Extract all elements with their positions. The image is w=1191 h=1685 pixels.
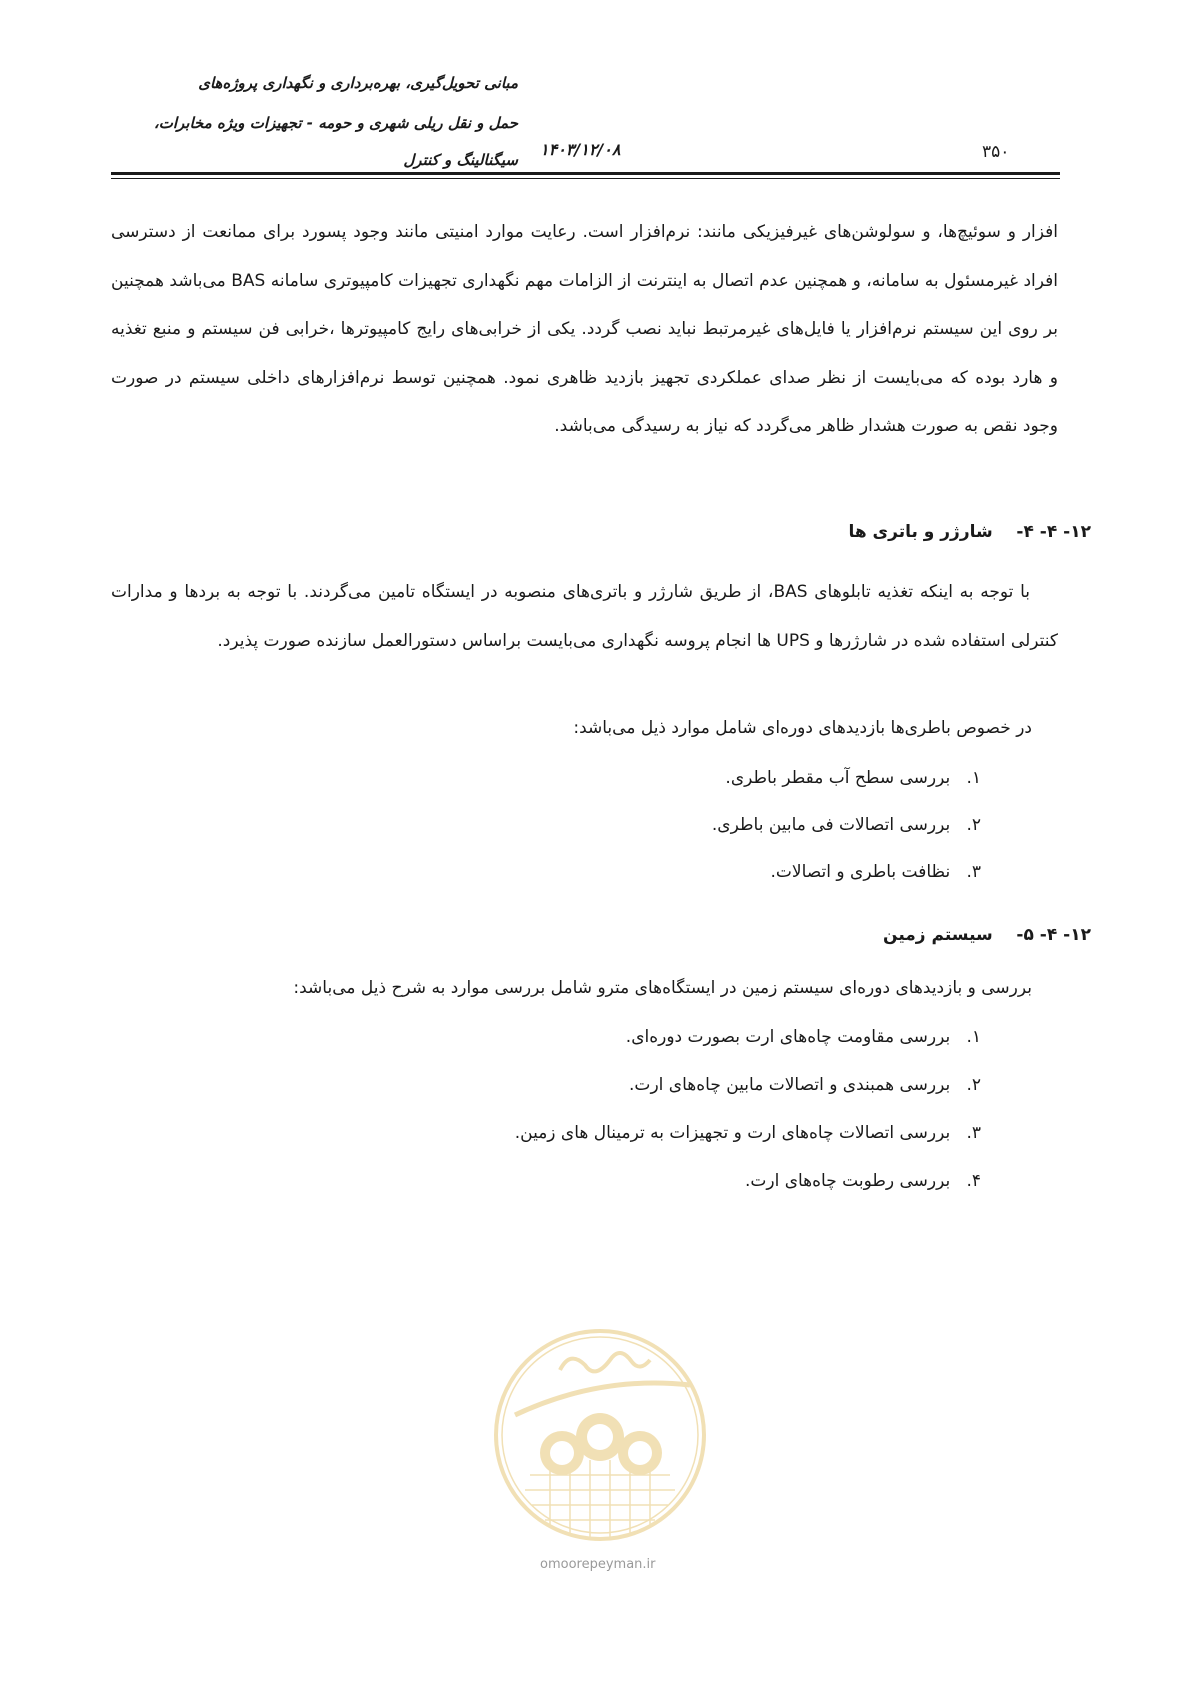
list-item <box>725 763 981 793</box>
list-item-text: بررسی اتصالات چاه‌های ارت و تجهیزات به ترمینال های زمین. <box>514 1123 951 1143</box>
list-intro-battery: در خصوص باطری‌ها بازدیدهای دوره‌ای شامل موارد ذیل می‌باشد: <box>573 718 1032 738</box>
list-item-number: ۳. <box>966 862 981 882</box>
watermark-url: omoorepeyman.ir <box>540 1557 656 1572</box>
header-rule-thick <box>111 172 1060 175</box>
list-item <box>626 1022 981 1052</box>
section-paragraph-charger: با توجه به اینکه تغذیه تابلوهای BAS، از طریق شارژر و باتری‌های منصوبه در ایستگاه تامین می‌گردند. با توجه به بردها و مدارات کنترلی استفاده شده در شارژرها و UPS ها انجام پروسه نگهداری می‌بایست براساس دستورالعمل سازنده صورت پذیرد. <box>111 582 1058 651</box>
list-intro-earthing: بررسی و بازدیدهای دوره‌ای سیستم زمین در ایستگاه‌های مترو شامل بررسی موارد به شرح ذیل می‌باشد: <box>293 978 1032 998</box>
watermark-seal-logo <box>490 1325 710 1545</box>
intro-paragraph: افزار و سوئیچ‌ها، و سولوشن‌های غیرفیزیکی مانند: نرم‌افزار است. رعایت موارد امنیتی مانند وجود پسورد برای ممانعت از دسترسی افراد غیرمسئول به سامانه، و همچنین عدم اتصال به اینترنت از الزامات مهم نگهداری تجهیزات کامپیوتری سامانه BAS می‌باشد همچنین بر روی این سیستم نرم‌افزار یا فایل‌های غیرمرتبط نباید نصب گردد. یکی از خرابی‌های رایج کامپیوترها ،خرابی فن سیستم و منبع تغذیه و هارد بوده که می‌بایست از نظر صدای عملکردی تجهیز بازدید ظاهری نمود. همچنین توسط نرم‌افزارهای داخلی سیستم در صورت وجود نقص به صورت هشدار ظاهر می‌گردد که نیاز به رسیدگی می‌باشد. <box>111 222 1058 436</box>
list-item-number: ۱. <box>966 1027 981 1047</box>
header-title-line1: مبانی تحویل‌گیری، بهره‌برداری و نگهداری پروژه‌های <box>198 74 518 92</box>
section-title: شارژر و باتری ها <box>848 522 993 542</box>
list-item-text: بررسی اتصالات فی مابین باطری. <box>711 815 951 835</box>
list-item-number: ۲. <box>966 1075 981 1095</box>
section-heading-earthing <box>883 925 1091 945</box>
list-item-number: ۳. <box>966 1123 981 1143</box>
list-item-number: ۱. <box>966 768 981 788</box>
header-date: ۱۴۰۳/۱۲/۰۸ <box>540 140 621 159</box>
section-title: سیستم زمین <box>883 925 993 945</box>
section-heading-charger <box>848 522 1091 542</box>
section-number: ۱۲- ۴- ۵- <box>1016 925 1091 945</box>
list-item <box>745 1166 981 1196</box>
list-item-text: نظافت باطری و اتصالات. <box>770 862 951 882</box>
list-item <box>515 1118 981 1148</box>
list-item <box>771 857 981 887</box>
list-item-text: بررسی همبندی و اتصالات مابین چاه‌های ارت. <box>629 1075 951 1095</box>
list-item <box>629 1070 981 1100</box>
page-number: ۳۵۰ <box>982 142 1010 162</box>
list-item-number: ۴. <box>966 1171 981 1191</box>
list-item <box>712 810 981 840</box>
list-item-text: بررسی رطوبت چاه‌های ارت. <box>744 1171 951 1191</box>
header-title-line3: سیگنالینگ و کنترل <box>403 151 518 169</box>
list-item-text: بررسی مقاومت چاه‌های ارت بصورت دوره‌ای. <box>625 1027 951 1047</box>
header-rule-thin <box>111 178 1060 179</box>
list-item-text: بررسی سطح آب مقطر باطری. <box>725 768 951 788</box>
section-number: ۱۲- ۴- ۴- <box>1016 522 1091 542</box>
list-item-number: ۲. <box>966 815 981 835</box>
header-title-line2: حمل و نقل ریلی شهری و حومه - تجهیزات ویژه مخابرات، <box>153 114 518 132</box>
